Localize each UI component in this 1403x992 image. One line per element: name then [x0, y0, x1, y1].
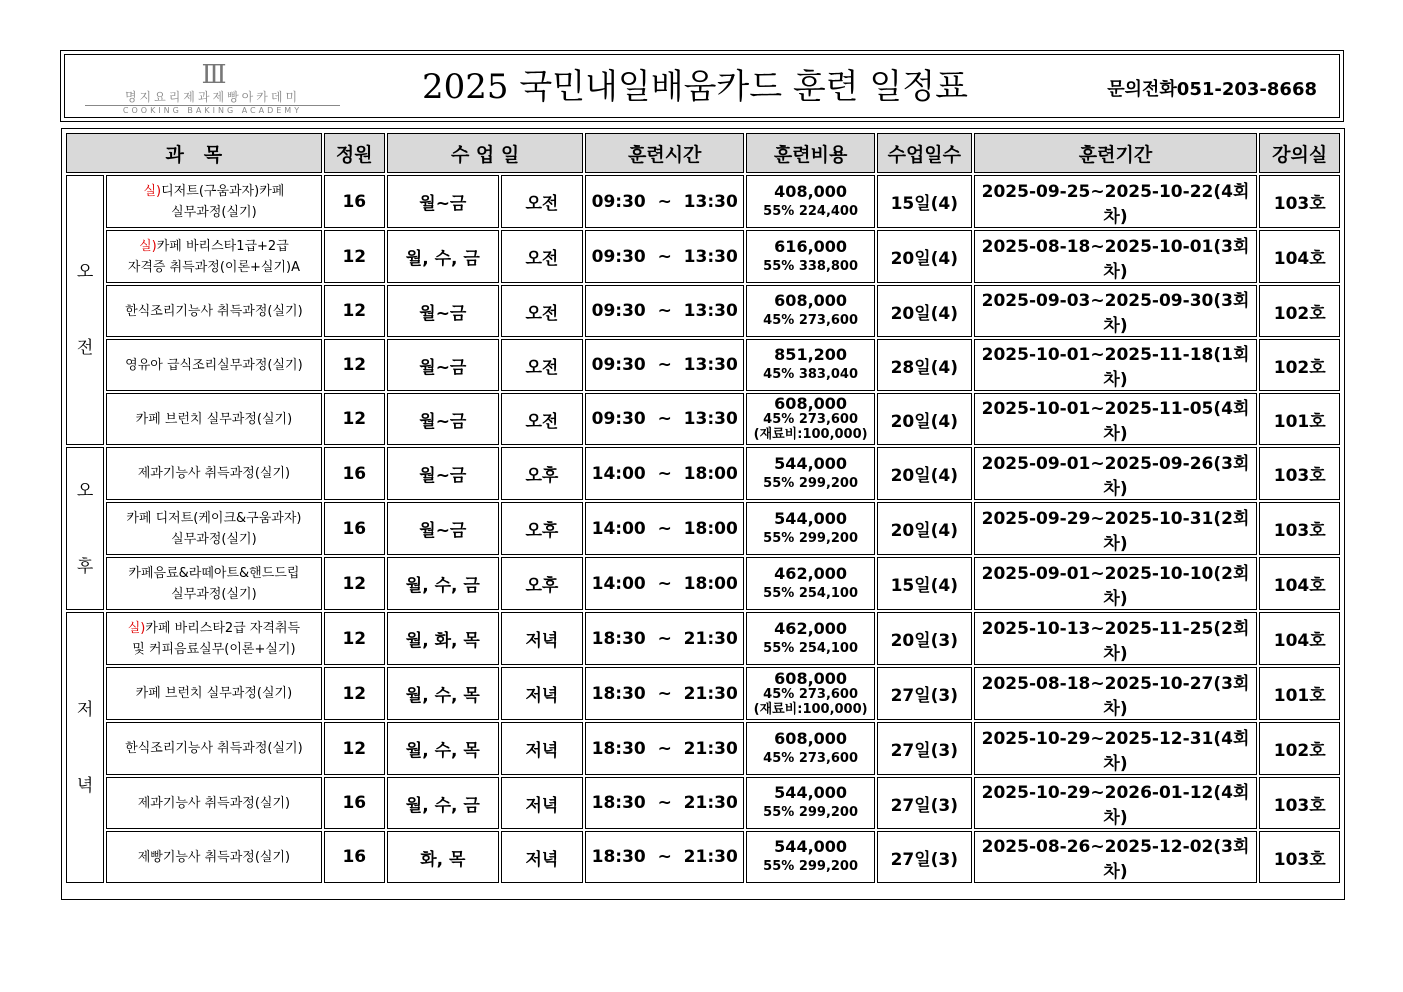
capacity-cell: 12: [324, 722, 385, 775]
capacity-cell: 12: [324, 393, 385, 445]
capacity-cell: 12: [324, 339, 385, 391]
fee-amount: 851,200: [774, 345, 848, 364]
period-char: 오: [76, 480, 94, 501]
period-cell-am: [66, 175, 104, 445]
course-name-line1: [107, 847, 320, 868]
fee-cell: [746, 175, 875, 228]
capacity-cell: 12: [324, 557, 385, 610]
fee-amount: 462,000: [774, 618, 848, 638]
room-cell: 104호: [1259, 612, 1340, 665]
class-days-cell: 월~금: [387, 285, 499, 337]
fee-amount: 608,000: [774, 394, 848, 413]
practical-mark: 실): [139, 238, 157, 254]
fee-discount: 55% 224,400: [763, 203, 859, 219]
fee-amount: 608,000: [774, 728, 848, 748]
period-range-cell: 2025-08-18~2025-10-01(3회차): [974, 230, 1258, 283]
period-range-cell: 2025-09-29~2025-10-31(2회차): [974, 502, 1258, 555]
schedule-table-frame: [61, 128, 1345, 900]
material-fee: (재료비:100,000): [753, 427, 868, 442]
time-cell: 18:30 ~ 21:30: [585, 777, 744, 829]
days-count-cell: 20일(4): [877, 393, 972, 445]
table-row: [66, 831, 1340, 883]
room-cell: 103호: [1259, 831, 1340, 883]
practical-mark: 실): [143, 183, 162, 199]
course-cell: [106, 831, 321, 883]
table-row: [66, 667, 1340, 720]
days-count-cell: 27일(3): [877, 777, 972, 829]
course-name-line1: [107, 463, 320, 484]
table-row: [66, 722, 1340, 775]
header-room: 강의실: [1259, 133, 1340, 173]
days-count-cell: 20일(4): [877, 447, 972, 500]
time-cell: 09:30 ~ 13:30: [585, 393, 744, 445]
course-name: 제과기능사 취득과정(실기): [137, 466, 291, 481]
room-cell: 103호: [1259, 777, 1340, 829]
header-inner-frame: [64, 54, 1340, 118]
table-row: [66, 447, 1340, 500]
course-name-line1: [107, 236, 320, 257]
fee-cell: [746, 447, 875, 500]
capacity-cell: 12: [324, 612, 385, 665]
table-row: [66, 557, 1340, 610]
course-cell: [106, 502, 321, 555]
course-name: 한식조리기능사 취득과정(실기): [125, 741, 303, 756]
page-title: 2025 국민내일배움카드 훈련 일정표: [422, 67, 968, 107]
period-range-cell: 2025-10-01~2025-11-05(4회차): [974, 393, 1258, 445]
table-row: [66, 339, 1340, 391]
fee-amount: 608,000: [774, 291, 848, 310]
capacity-cell: 16: [324, 175, 385, 228]
period-cell-pm: [66, 447, 104, 610]
practical-mark: 실): [127, 620, 146, 636]
fee-cell: [746, 230, 875, 283]
header-class-days: 수 업 일: [387, 133, 583, 173]
course-name: 제과기능사 취득과정(실기): [137, 795, 291, 811]
room-cell: 104호: [1259, 230, 1340, 283]
course-name-line2: 및 커피음료실무(이론+실기): [132, 641, 296, 657]
days-count-cell: 20일(3): [877, 612, 972, 665]
schedule-table: [64, 131, 1342, 885]
time-slot-cell: 오전: [501, 285, 584, 337]
time-slot-cell: 오후: [501, 502, 584, 555]
fee-discount: 45% 273,600: [763, 750, 859, 766]
fee-cell: [746, 285, 875, 337]
course-name-line1: [107, 618, 320, 639]
course-name-line1: [107, 355, 320, 376]
time-slot-cell: 오후: [501, 557, 584, 610]
fee-amount: 616,000: [774, 236, 848, 256]
period-char: 전: [76, 338, 94, 358]
time-cell: 18:30 ~ 21:30: [585, 831, 744, 883]
course-name-line1: [107, 301, 320, 322]
table-row: [66, 393, 1340, 445]
room-cell: 103호: [1259, 502, 1340, 555]
time-cell: 14:00 ~ 18:00: [585, 447, 744, 500]
days-count-cell: 20일(4): [877, 230, 972, 283]
period-char: 저: [76, 699, 94, 720]
room-cell: 102호: [1259, 722, 1340, 775]
class-days-cell: 월~금: [387, 393, 499, 445]
course-name: 카페 브런치 실무과정(실기): [135, 686, 293, 701]
header-fee: 훈련비용: [746, 133, 875, 173]
fee-cell: [746, 339, 875, 391]
fee-cell: [746, 393, 875, 445]
time-slot-cell: 오전: [501, 339, 584, 391]
room-cell: 101호: [1259, 393, 1340, 445]
time-cell: 14:00 ~ 18:00: [585, 557, 744, 610]
course-cell: [106, 339, 321, 391]
course-name-line1: [107, 508, 320, 529]
fee-amount: 608,000: [774, 668, 848, 688]
capacity-cell: 16: [324, 777, 385, 829]
course-name-line2: 실무과정(실기): [171, 531, 257, 547]
time-cell: 14:00 ~ 18:00: [585, 502, 744, 555]
time-cell: 18:30 ~ 21:30: [585, 722, 744, 775]
fee-discount: 55% 299,200: [763, 805, 859, 820]
period-range-cell: 2025-09-03~2025-09-30(3회차): [974, 285, 1258, 337]
table-row: [66, 777, 1340, 829]
period-range-cell: 2025-10-13~2025-11-25(2회차): [974, 612, 1258, 665]
capacity-cell: 12: [324, 285, 385, 337]
days-count-cell: 20일(4): [877, 502, 972, 555]
header-course: 과 목: [66, 133, 322, 173]
logo-mark: Ⅲ: [201, 60, 224, 90]
logo-name: 명지요리제과제빵아카데미: [85, 89, 340, 106]
days-count-cell: 27일(3): [877, 831, 972, 883]
course-name-line2: 자격증 취득과정(이론+실기)A: [127, 259, 301, 275]
period-range-cell: 2025-10-29~2026-01-12(4회차): [974, 777, 1258, 829]
period-range-cell: 2025-09-01~2025-10-10(2회차): [974, 557, 1258, 610]
course-name-line1: [107, 683, 320, 704]
table-row: [66, 612, 1340, 665]
fee-cell: [746, 557, 875, 610]
room-cell: 101호: [1259, 667, 1340, 720]
course-name: 카페 바리스타1급+2급: [156, 238, 289, 254]
course-name-line1: [107, 181, 320, 202]
fee-amount: 408,000: [774, 181, 848, 201]
table-header-row: [66, 133, 1340, 173]
time-slot-cell: 저녁: [501, 777, 584, 829]
course-cell: [106, 285, 321, 337]
fee-discount: 55% 254,100: [763, 640, 859, 656]
fee-cell: [746, 722, 875, 775]
material-fee: (재료비:100,000): [753, 701, 868, 717]
class-days-cell: 월~금: [387, 175, 499, 228]
course-cell: [106, 175, 321, 228]
time-slot-cell: 저녁: [501, 722, 584, 775]
fee-discount: 55% 299,200: [763, 859, 859, 874]
time-slot-cell: 오후: [501, 447, 584, 500]
capacity-cell: 16: [324, 831, 385, 883]
header-capacity: 정원: [324, 133, 385, 173]
table-row: [66, 175, 1340, 228]
fee-cell: [746, 831, 875, 883]
time-cell: 09:30 ~ 13:30: [585, 175, 744, 228]
course-cell: [106, 447, 321, 500]
time-cell: 18:30 ~ 21:30: [585, 667, 744, 720]
days-count-cell: 28일(4): [877, 339, 972, 391]
capacity-cell: 12: [324, 230, 385, 283]
time-slot-cell: 저녁: [501, 612, 584, 665]
period-char: 후: [76, 556, 94, 577]
course-name: 카페 디저트(케이크&구움과자): [126, 510, 302, 526]
class-days-cell: 월, 수, 금: [387, 230, 499, 283]
class-days-cell: 화, 목: [387, 831, 499, 883]
period-range-cell: 2025-08-26~2025-12-02(3회차): [974, 831, 1258, 883]
academy-logo: [85, 61, 340, 117]
days-count-cell: 20일(4): [877, 285, 972, 337]
fee-amount: 544,000: [774, 837, 848, 856]
course-cell: [106, 393, 321, 445]
capacity-cell: 16: [324, 502, 385, 555]
period-range-cell: 2025-08-18~2025-10-27(3회차): [974, 667, 1258, 720]
table-row: [66, 502, 1340, 555]
fee-discount: 55% 299,200: [763, 475, 859, 491]
room-cell: 102호: [1259, 339, 1340, 391]
fee-amount: 544,000: [774, 453, 848, 473]
period-cell-eve: [66, 612, 104, 883]
header-days-count: 수업일수: [877, 133, 972, 173]
course-name-line1: [107, 409, 320, 430]
fee-amount: 544,000: [774, 508, 848, 528]
days-count-cell: 15일(4): [877, 175, 972, 228]
header-period: 훈련기간: [974, 133, 1258, 173]
time-slot-cell: 오전: [501, 393, 584, 445]
header-time: 훈련시간: [585, 133, 744, 173]
fee-cell: [746, 777, 875, 829]
fee-discount: 45% 273,600: [763, 313, 859, 328]
fee-discount: 45% 383,040: [763, 367, 859, 382]
logo-subtitle: COOKING BAKING ACADEMY: [122, 106, 303, 115]
course-cell: [106, 557, 321, 610]
time-slot-cell: 저녁: [501, 831, 584, 883]
course-cell: [106, 667, 321, 720]
course-name: 카페 바리스타2급 자격취득: [145, 620, 301, 636]
days-count-cell: 27일(3): [877, 722, 972, 775]
course-name-line1: [107, 563, 320, 584]
course-cell: [106, 612, 321, 665]
header-box: [60, 50, 1344, 122]
fee-discount: 55% 299,200: [763, 530, 859, 546]
time-slot-cell: 저녁: [501, 667, 584, 720]
table-row: [66, 285, 1340, 337]
course-name-line2: 실무과정(실기): [171, 586, 257, 602]
fee-amount: 544,000: [774, 783, 848, 802]
period-range-cell: 2025-10-29~2025-12-31(4회차): [974, 722, 1258, 775]
course-name-line1: [107, 793, 320, 814]
class-days-cell: 월~금: [387, 447, 499, 500]
course-cell: [106, 230, 321, 283]
capacity-cell: 16: [324, 447, 385, 500]
course-name: 제빵기능사 취득과정(실기): [137, 849, 291, 865]
class-days-cell: 월, 수, 목: [387, 667, 499, 720]
time-slot-cell: 오전: [501, 175, 584, 228]
contact-phone: 문의전화051-203-8668: [1107, 79, 1317, 100]
capacity-cell: 12: [324, 667, 385, 720]
fee-discount: 45% 273,600: [763, 412, 859, 427]
class-days-cell: 월, 수, 금: [387, 777, 499, 829]
course-name: 디저트(구움과자)카페: [161, 183, 285, 199]
course-name: 영유아 급식조리실무과정(실기): [125, 357, 303, 373]
class-days-cell: 월~금: [387, 339, 499, 391]
class-days-cell: 월, 수, 목: [387, 722, 499, 775]
course-name-line2: 실무과정(실기): [171, 204, 257, 220]
period-range-cell: 2025-09-25~2025-10-22(4회차): [974, 175, 1258, 228]
course-cell: [106, 777, 321, 829]
course-name-line1: [107, 738, 320, 759]
time-cell: 09:30 ~ 13:30: [585, 285, 744, 337]
fee-discount: 55% 254,100: [763, 585, 859, 601]
fee-cell: [746, 667, 875, 720]
room-cell: 103호: [1259, 447, 1340, 500]
time-cell: 09:30 ~ 13:30: [585, 230, 744, 283]
period-range-cell: 2025-10-01~2025-11-18(1회차): [974, 339, 1258, 391]
fee-cell: [746, 502, 875, 555]
room-cell: 102호: [1259, 285, 1340, 337]
table-body: [66, 175, 1340, 883]
period-range-cell: 2025-09-01~2025-09-26(3회차): [974, 447, 1258, 500]
room-cell: 104호: [1259, 557, 1340, 610]
fee-discount: 55% 338,800: [763, 258, 859, 274]
time-cell: 18:30 ~ 21:30: [585, 612, 744, 665]
time-cell: 09:30 ~ 13:30: [585, 339, 744, 391]
time-slot-cell: 오전: [501, 230, 584, 283]
fee-cell: [746, 612, 875, 665]
course-name: 카페음료&라떼아트&핸드드립: [128, 565, 300, 581]
class-days-cell: 월, 수, 금: [387, 557, 499, 610]
class-days-cell: 월, 화, 목: [387, 612, 499, 665]
period-char: 녁: [76, 775, 94, 796]
course-name: 한식조리기능사 취득과정(실기): [125, 303, 303, 319]
fee-amount: 462,000: [774, 563, 848, 583]
fee-discount: 45% 273,600: [763, 686, 859, 702]
class-days-cell: 월~금: [387, 502, 499, 555]
course-cell: [106, 722, 321, 775]
period-char: 오: [76, 262, 94, 282]
table-row: [66, 230, 1340, 283]
days-count-cell: 27일(3): [877, 667, 972, 720]
room-cell: 103호: [1259, 175, 1340, 228]
days-count-cell: 15일(4): [877, 557, 972, 610]
course-name: 카페 브런치 실무과정(실기): [135, 411, 293, 427]
